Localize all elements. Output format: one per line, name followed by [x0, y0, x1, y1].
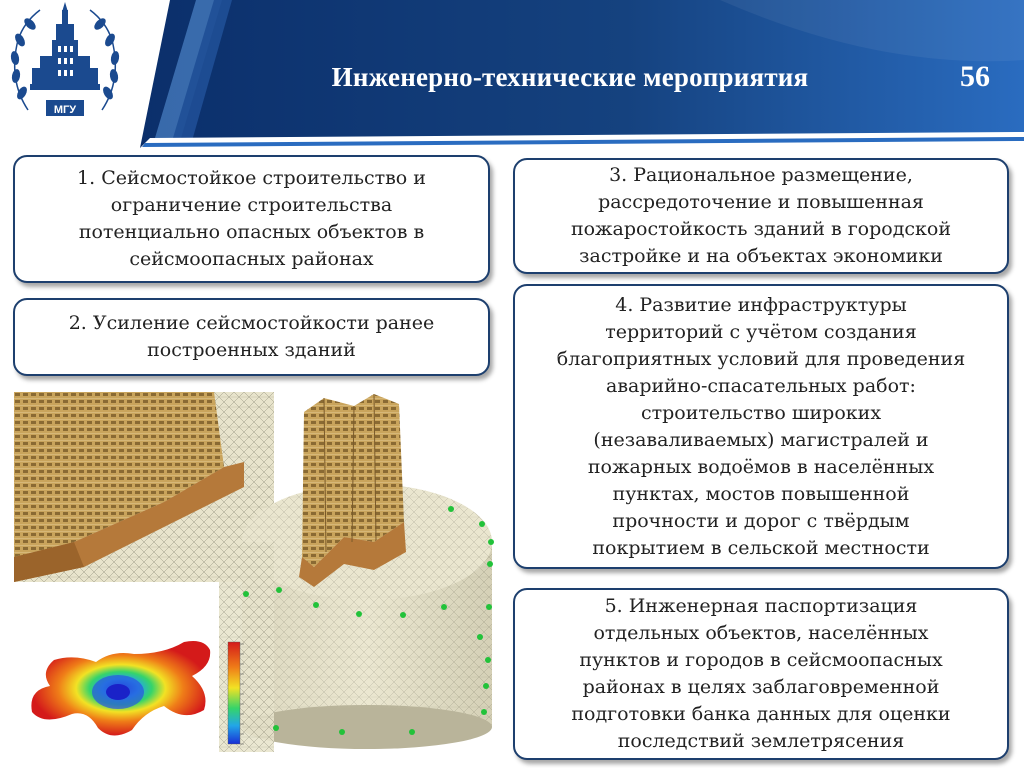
seismic-model-illustration [14, 392, 508, 752]
stress-heatmap [14, 632, 214, 752]
slide-number: 56 [960, 60, 990, 93]
measure-text-3: 3. Рациональное размещение, рассредоточение и повышенная пожаростойкость зданий в городской застройке и на объектах экономики [570, 164, 952, 267]
slide-header [0, 0, 1024, 148]
measure-text-1: 1. Сейсмостойкое строительство и ограничение строительства потенциально опасных объектов в сейсмоопасных районах [77, 167, 426, 270]
measure-box-5 [513, 588, 1009, 760]
logo-text: МГУ [53, 104, 77, 116]
measure-text-4: 4. Развитие инфраструктуры территорий с учётом создания благоприятных условий для проведения аварийно-спасательных работ: строительство широких (незаваливаемых) магистралей и пожарных водоёмов в населённых пунктах, мостов повышенной прочности и дорог с твёрдым покрытием в сельской местности [556, 293, 966, 559]
tower-model [299, 394, 406, 587]
page-title: Инженерно-технические мероприятия [331, 62, 809, 92]
msu-logo [0, 0, 130, 128]
measure-box-1 [13, 155, 490, 283]
measure-text-2: 2. Усиление сейсмостойкости ранее построенных зданий [68, 312, 435, 361]
measure-text-5: 5. Инженерная паспортизация отдельных объектов, населённых пунктов и городов в сейсмоопасных районах в целях заблаговременной подготовки банка данных для оценки последствий землетрясения [571, 595, 951, 752]
measure-box-3 [513, 158, 1009, 274]
measure-box-4 [513, 284, 1009, 569]
measure-box-2 [13, 298, 490, 376]
